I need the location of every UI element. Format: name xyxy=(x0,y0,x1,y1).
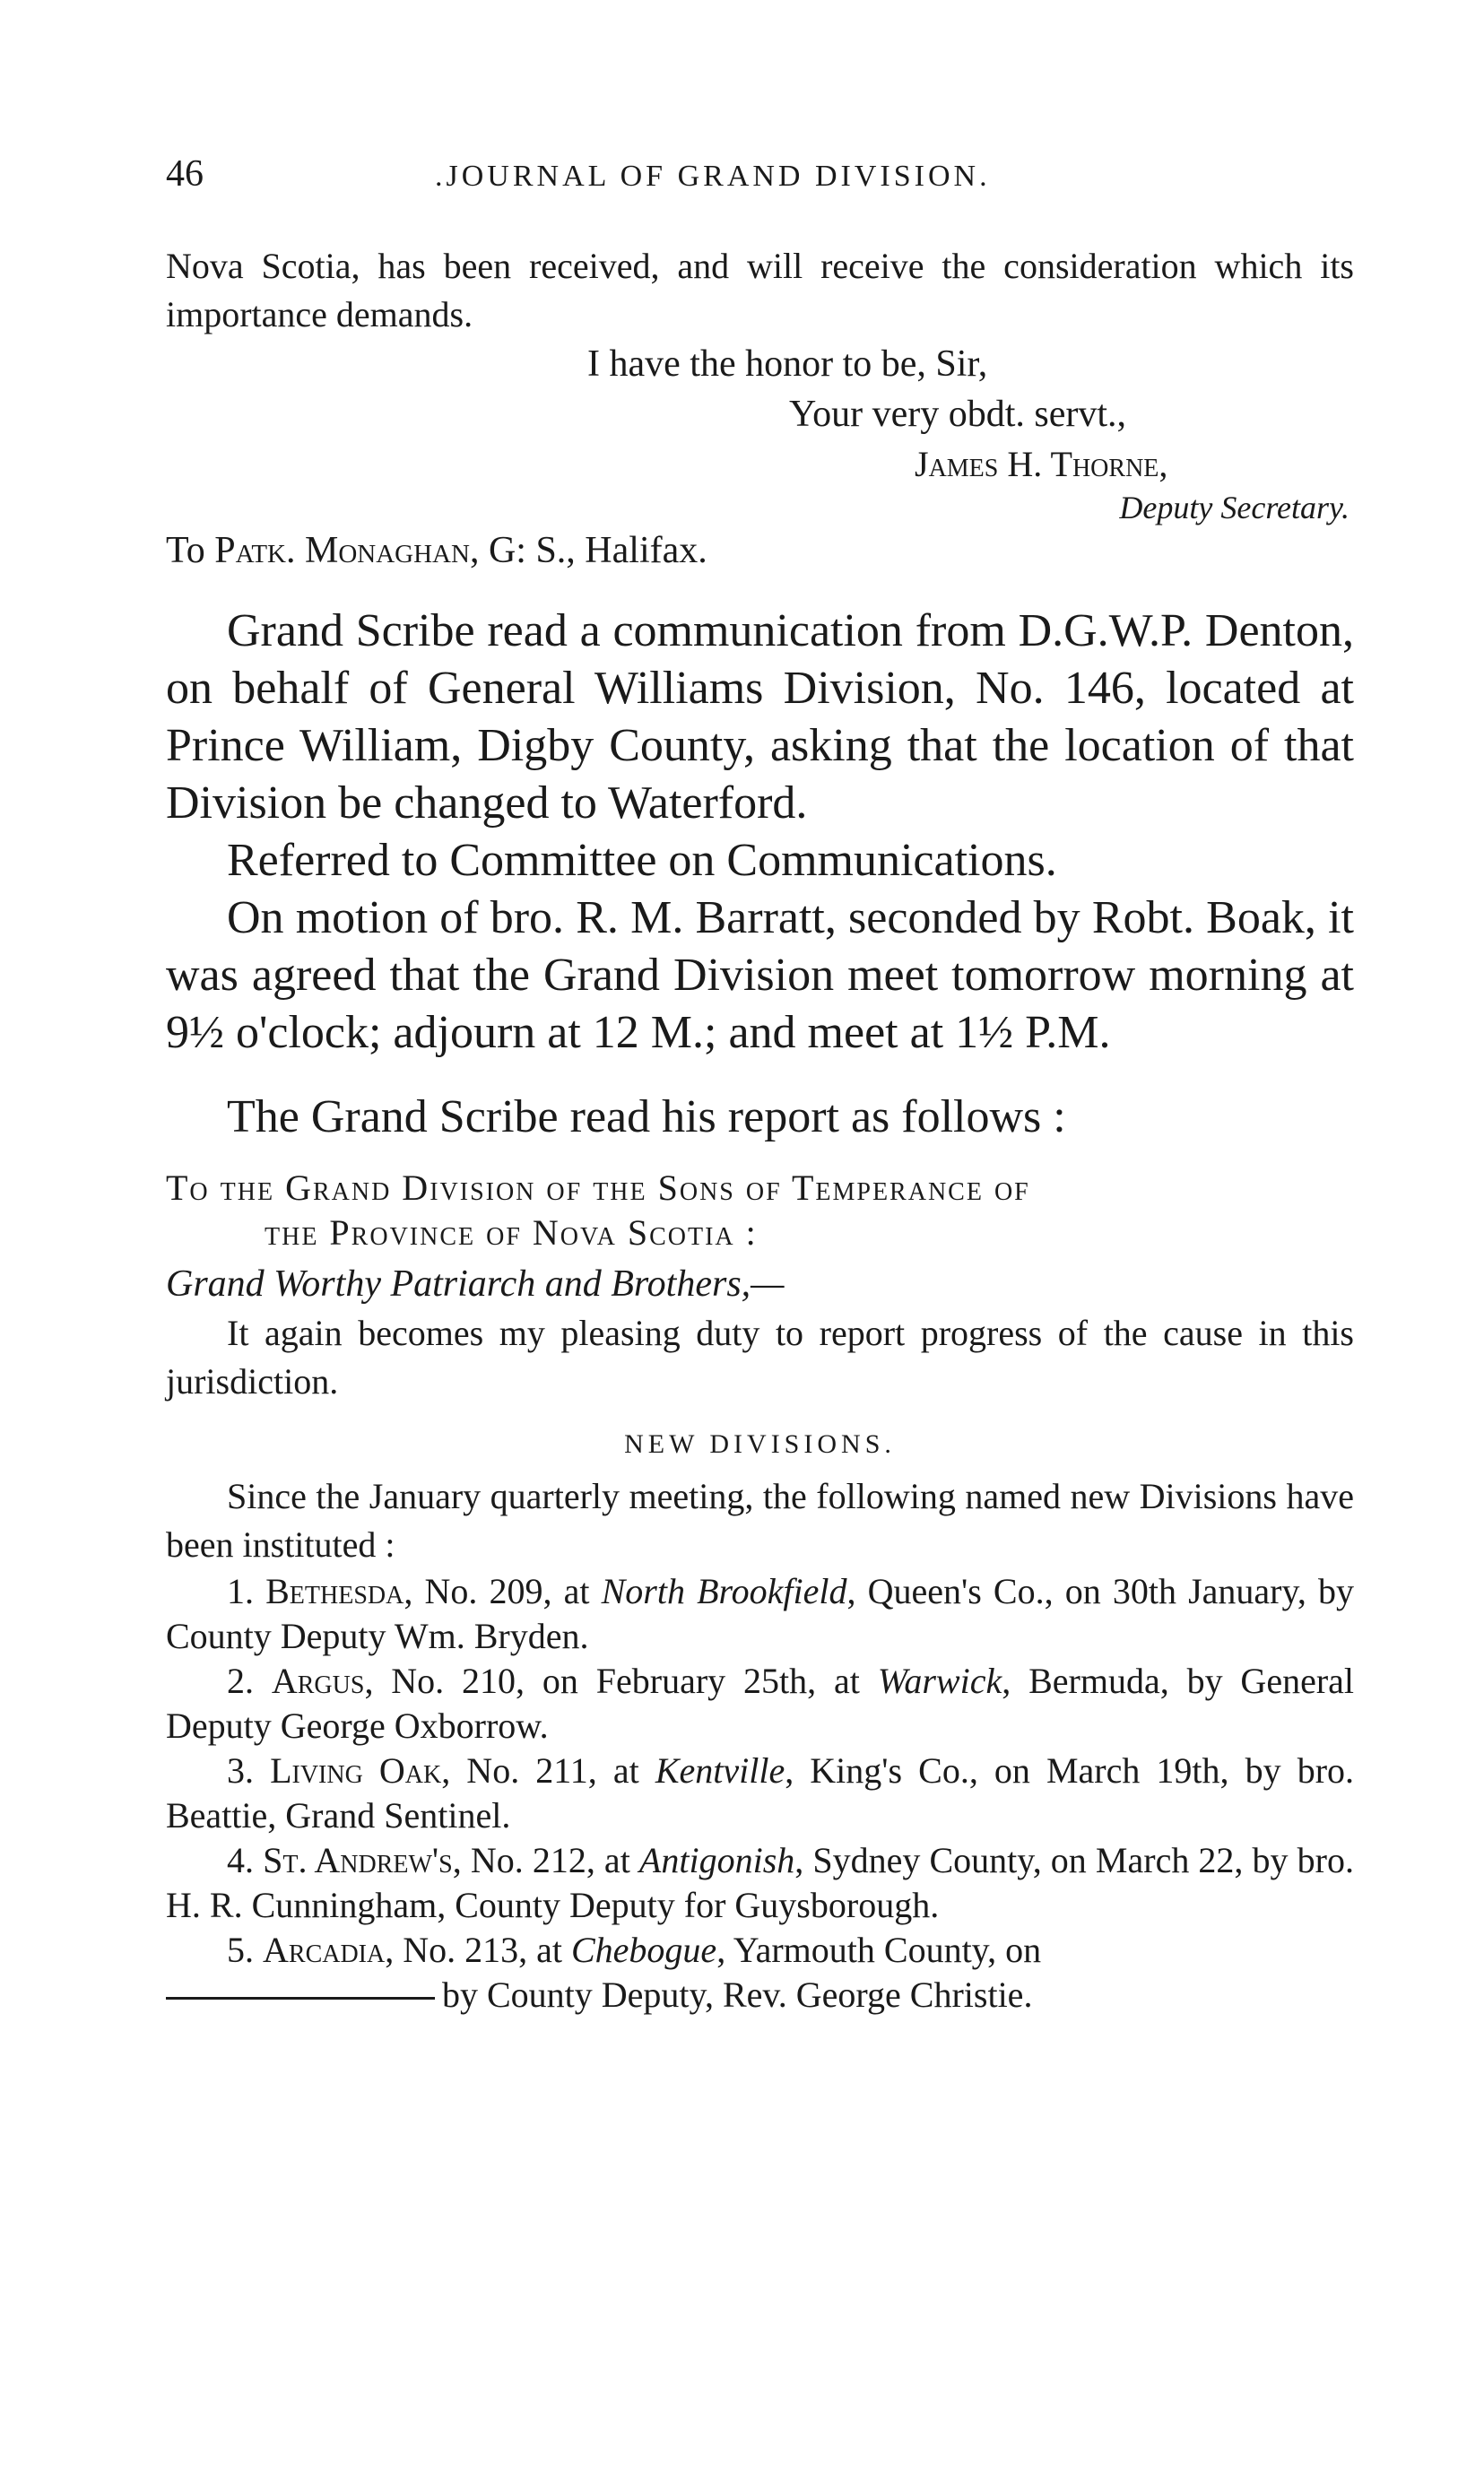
division-name: Arcadia xyxy=(263,1930,386,1970)
division-last-line xyxy=(166,1973,1354,2018)
division-place: Chebogue xyxy=(571,1930,717,1970)
proceedings xyxy=(166,603,1354,1146)
division-detail: , No. 211, at xyxy=(441,1750,655,1791)
division-number: 3. xyxy=(227,1750,254,1791)
division-detail-rest: , Sydney County, on March 22, by bro. H. R. Cunningham, County Deputy for Guysborough. xyxy=(166,1840,1354,1925)
paragraph-referred: Referred to Committee on Communications. xyxy=(227,835,1057,886)
signer-name: James H. Thorne, xyxy=(915,444,1168,484)
division-name: St. Andrew's xyxy=(263,1840,453,1880)
section-intro: Since the January quarterly meeting, the following named new Divisions have been instituted : xyxy=(166,1476,1354,1565)
letter-closing-text: Nova Scotia, has been received, and will receive the consideration which its importance demands. xyxy=(166,246,1354,334)
letter-section xyxy=(166,242,1354,576)
servant-line: Your very obdt. servt., xyxy=(789,394,1127,435)
page-header xyxy=(166,152,1354,206)
blank-date-rule xyxy=(166,1997,435,2000)
division-detail: , No. 212, at xyxy=(452,1840,639,1880)
signer-title: Deputy Secretary. xyxy=(1119,490,1349,525)
addressee-line xyxy=(166,525,1354,576)
division-detail-rest: , King's Co., on March 19th, by bro. Beattie, Grand Sentinel. xyxy=(166,1750,1355,1836)
division-place: Kentville xyxy=(655,1750,785,1791)
addressee-name: Patk. Monaghan xyxy=(214,530,470,571)
divisions-list xyxy=(166,1569,1354,2018)
report-address-line2: the Province of Nova Scotia : xyxy=(265,1212,758,1253)
report-section xyxy=(166,1166,1354,2018)
paragraph-report: The Grand Scribe read his report as follows : xyxy=(227,1091,1066,1142)
division-number: 4. xyxy=(227,1840,254,1880)
division-number: 1. xyxy=(227,1571,254,1611)
division-place: North Brookfield xyxy=(601,1571,847,1611)
addressee-rest: , G: S., Halifax. xyxy=(469,530,707,571)
division-item xyxy=(166,1749,1354,1838)
report-salutation: Grand Worthy Patriarch and Brothers,— xyxy=(166,1263,785,1305)
division-item xyxy=(166,1659,1354,1749)
report-address-line1: To the Grand Division of the Sons of Temperance of xyxy=(166,1167,1030,1208)
division-detail: , No. 213, at xyxy=(385,1930,571,1970)
division-detail-rest: , Queen's Co., on 30th January, by County Deputy Wm. Bryden. xyxy=(166,1571,1354,1656)
division-name: Bethesda xyxy=(265,1571,404,1611)
division-name: Living Oak xyxy=(270,1750,442,1791)
addressee-prefix: To xyxy=(166,530,205,571)
division-place: Antigonish xyxy=(638,1840,795,1880)
division-name: Argus xyxy=(271,1661,365,1701)
division-item xyxy=(166,1569,1354,1659)
division-detail: , No. 210, on February 25th, at xyxy=(364,1661,878,1701)
page-number: 46 xyxy=(166,153,204,195)
division-item xyxy=(166,1928,1354,1973)
division-detail-rest: , Yarmouth County, on xyxy=(716,1930,1042,1970)
honor-line: I have the honor to be, Sir, xyxy=(587,343,988,385)
section-heading-new-divisions: NEW DIVISIONS. xyxy=(624,1429,896,1459)
division-number: 5. xyxy=(227,1930,254,1970)
division-place: Warwick xyxy=(877,1661,1002,1701)
report-intro: It again becomes my pleasing duty to report progress of the cause in this jurisdiction. xyxy=(166,1313,1354,1402)
division-number: 2. xyxy=(227,1661,254,1701)
division-last-text: by County Deputy, Rev. George Christie. xyxy=(442,1975,1033,2015)
paragraph-motion: On motion of bro. R. M. Barratt, seconded by Robt. Boak, it was agreed that the Grand Division meet tomorrow morning at 9½ o'clock; adjourn at 12 M.; and meet at 1½ P.M. xyxy=(166,892,1354,1058)
paragraph-denton: Grand Scribe read a communication from D.G.W.P. Denton, on behalf of General Williams Division, No. 146, located at Prince William, Digby County, asking that the location of that Division be changed to Waterford. xyxy=(166,605,1354,829)
division-detail: , No. 209, at xyxy=(404,1571,602,1611)
division-detail-rest: , Bermuda, by General Deputy George Oxborrow. xyxy=(166,1661,1355,1746)
division-item xyxy=(166,1838,1354,1928)
running-title: .JOURNAL OF GRAND DIVISION. xyxy=(435,160,991,193)
book-page xyxy=(166,152,1354,2018)
